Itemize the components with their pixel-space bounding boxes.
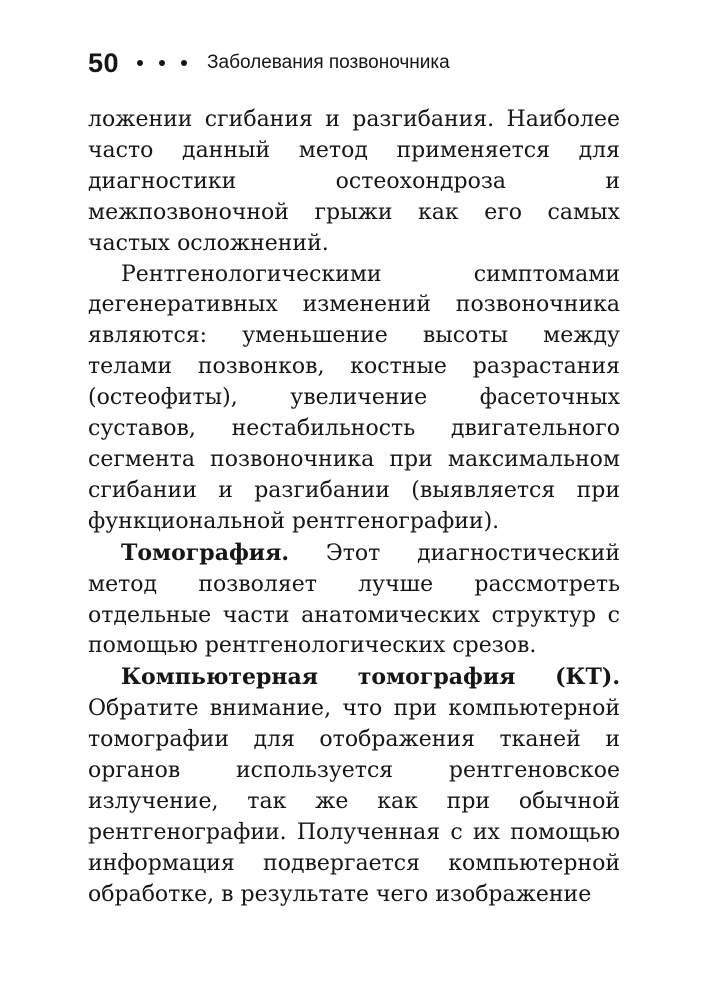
bullet-dot <box>137 60 143 66</box>
bullet-dot <box>159 60 165 66</box>
paragraph-text: Обратите внимание, что при компьютерной томографии для отображения тканей и органов используется рентгеновское излучение, так же как при обычной рентгенографии. Полученная с их помощью информация подвергается компьютерной обработке, в результате чего изображение <box>88 696 620 907</box>
paragraph-tomography <box>88 538 620 663</box>
bullet-dot <box>181 60 187 66</box>
section-title: Заболевания позвоночника <box>207 52 450 73</box>
term-heading: Компьютерная томография (КТ). <box>121 664 620 691</box>
page-number: 50 <box>88 47 120 78</box>
paragraph <box>88 260 620 538</box>
term-heading: Томография. <box>121 539 290 566</box>
paragraph-ct <box>88 662 620 910</box>
page-body <box>88 105 620 911</box>
paragraph-text: Этот диагностический метод позволяет лучше рассмотреть отдельные части анатомических структур с помощью рентгенологических срезов. <box>88 540 620 659</box>
paragraph-text: ложении сгибания и разгибания. Наиболее часто данный метод применяется для диагностики остеохондроза и межпозвоночной грыжи как его самых частых осложнений. <box>88 107 620 256</box>
running-header <box>88 44 648 82</box>
paragraph-continuation <box>88 105 620 260</box>
paragraph-text: Рентгенологическими симптомами дегенеративных изменений позвоночника являются: уменьшение высоты между телами позвонков, костные разрастания (остеофиты), увеличение фасеточных суставов, нестабильность двигательного сегмента позвоночника при максимальном сгибании и разгибании (выявляется при функциональной рентгенографии). <box>88 261 620 534</box>
header-dots <box>137 60 187 66</box>
